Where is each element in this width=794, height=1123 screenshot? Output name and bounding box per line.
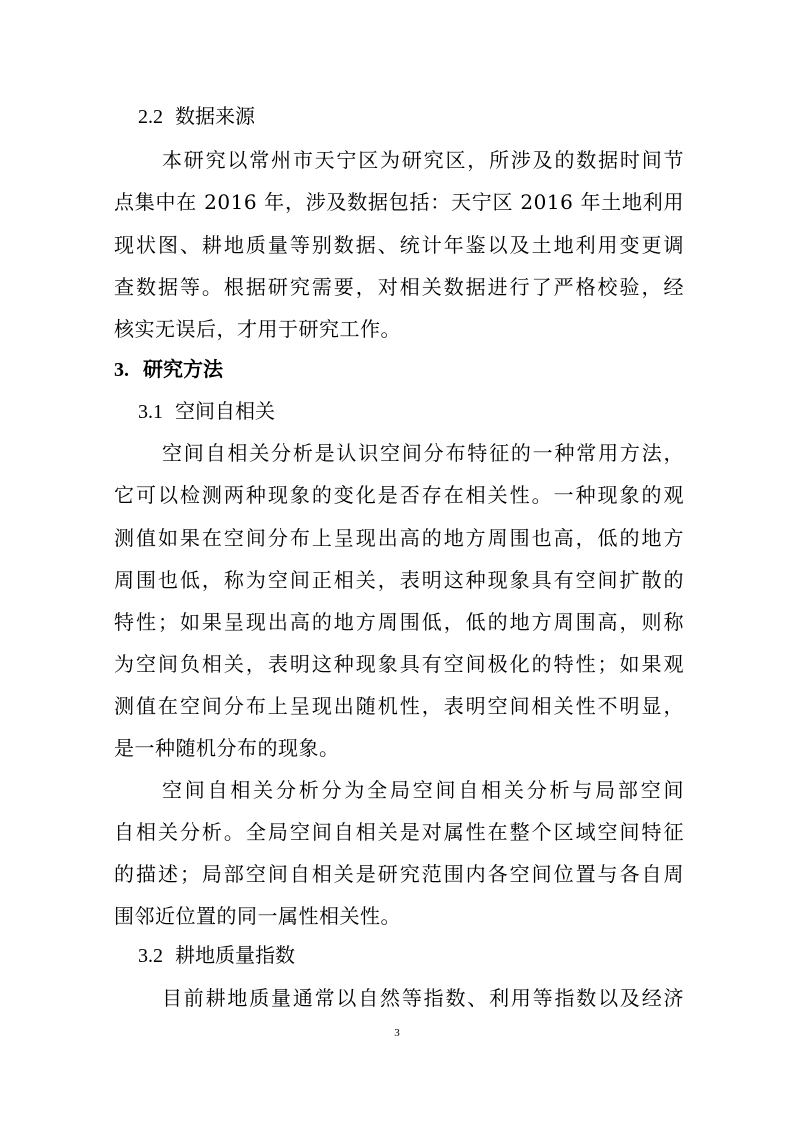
paragraph-line: 测值如果在空间分布上呈现出高的地方周围也高，低的地方 (114, 526, 684, 550)
paragraph-line: 周围也低，称为空间正相关，表明这种现象具有空间扩散的 (114, 568, 684, 592)
paragraph-line: 是一种随机分布的现象。 (114, 736, 340, 760)
paragraph-line: 现状图、耕地质量等别数据、统计年鉴以及土地利用变更调 (114, 233, 684, 257)
section-3-1-heading (138, 399, 275, 424)
page-number: 3 (394, 1027, 400, 1039)
paragraph-line: 空间自相关分析是认识空间分布特征的一种常用方法， (162, 441, 684, 465)
section-2-2-title: 数据来源 (175, 104, 255, 128)
paragraph-line: 查数据等。根据研究需要，对相关数据进行了严格校验，经 (114, 275, 684, 299)
paragraph-line: 测值在空间分布上呈现出随机性，表明空间相关性不明显， (114, 694, 684, 718)
paragraph-line: 空间自相关分析分为全局空间自相关分析与局部空间 (162, 778, 684, 802)
section-2-2-heading (138, 104, 255, 129)
section-3-2-title: 耕地质量指数 (175, 943, 295, 967)
section-3-2-heading (138, 943, 295, 968)
paragraph-line: 围邻近位置的同一属性相关性。 (114, 904, 401, 928)
section-3-number: 3. (114, 359, 129, 381)
section-3-1-number: 3.1 (138, 401, 163, 423)
paragraph-line: 特性；如果呈现出高的地方周围低，低的地方周围高，则称 (114, 610, 684, 634)
section-3-1-title: 空间自相关 (175, 399, 275, 423)
section-2-2-number: 2.2 (138, 106, 163, 128)
paragraph-line: 核实无误后，才用于研究工作。 (114, 317, 401, 341)
paragraph-line: 它可以检测两种现象的变化是否存在相关性。一种现象的观 (114, 483, 684, 507)
paragraph-line: 点集中在 2016 年，涉及数据包括：天宁区 2016 年土地利用 (114, 190, 684, 214)
paragraph-line: 为空间负相关，表明这种现象具有空间极化的特性；如果观 (114, 652, 684, 676)
section-3-2-number: 3.2 (138, 945, 163, 967)
section-3-heading (114, 357, 223, 382)
section-3-title: 研究方法 (143, 357, 223, 381)
paragraph-line: 自相关分析。全局空间自相关是对属性在整个区域空间特征 (114, 820, 684, 844)
paragraph-line: 本研究以常州市天宁区为研究区，所涉及的数据时间节 (162, 148, 684, 172)
paragraph-line: 的描述；局部空间自相关是研究范围内各空间位置与各自周 (114, 862, 684, 886)
paragraph-line: 目前耕地质量通常以自然等指数、利用等指数以及经济 (162, 986, 684, 1010)
